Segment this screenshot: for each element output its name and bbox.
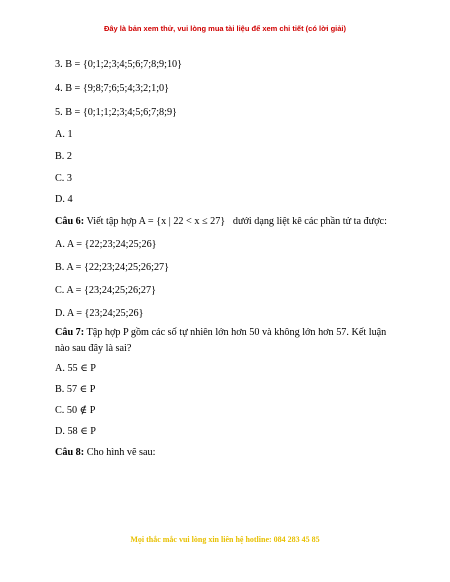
option-value: 58 ∈ P [67,426,96,437]
question-label: Câu 8: [55,447,85,458]
question-text: dưới dạng liệt kê các phần tử ta được: [232,216,387,227]
list-item [55,58,182,71]
option-letter: C. [55,285,65,296]
set-expression: A = {x | 22 < x ≤ 27} [138,216,226,227]
answer-option: A. 1 [55,129,73,140]
question-text: Cho hình vẽ sau: [86,447,156,458]
option-letter: B. [55,384,65,395]
set-expression: B = {9;8;7;6;5;4;3;2;1;0} [65,83,170,94]
list-item [55,106,177,119]
question-7-continued: nào sau đây là sai? [55,343,132,354]
answer-option [55,284,156,297]
question-6 [55,215,387,228]
option-value: A = {23;24;25;26} [66,308,144,319]
answer-option [55,261,169,274]
list-item [55,82,169,95]
option-value: 55 ∈ P [67,363,96,374]
answer-option [55,425,96,438]
answer-option: D. 4 [55,194,73,205]
option-letter: B. [55,262,65,273]
option-value: A = {23;24;25;26;27} [66,285,157,296]
question-label: Câu 7: [55,327,85,338]
answer-option [55,404,95,417]
option-letter: A. [55,239,65,250]
question-label: Câu 6: [55,216,85,227]
option-letter: D. [55,308,65,319]
preview-notice-banner: Đây là bản xem thử, vui lòng mua tài liệu để xem chi tiết (có lời giải) [103,24,347,33]
answer-option [55,362,96,375]
question-8 [55,446,155,459]
option-letter: C. [55,405,65,416]
option-value: A = {22;23;24;25;26} [66,239,157,250]
hotline-footer: Mọi thắc mắc vui lòng xin liên hệ hotline: 084 283 45 85 [130,535,320,544]
question-7 [55,326,386,339]
answer-option: B. 2 [55,151,72,162]
set-expression: B = {0;1;1;2;3;4;5;6;7;8;9} [65,107,177,118]
item-number: 5. [55,107,63,118]
option-value: 57 ∈ P [66,384,96,395]
answer-option [55,383,95,396]
set-expression: B = {0;1;2;3;4;5;6;7;8;9;10} [65,59,183,70]
option-letter: D. [55,426,65,437]
question-text: Viết tập hợp [86,216,137,227]
option-value: 50 ∉ P [66,405,96,416]
option-value: A = {22;23;24;25;26;27} [66,262,170,273]
option-letter: A. [55,363,65,374]
answer-option: C. 3 [55,173,72,184]
answer-option [55,238,157,251]
answer-option [55,307,144,320]
item-number: 3. [55,59,63,70]
item-number: 4. [55,83,63,94]
question-text: Tập hợp P gồm các số tự nhiên lớn hơn 50 và không lớn hơn 57. Kết luận [86,327,387,338]
